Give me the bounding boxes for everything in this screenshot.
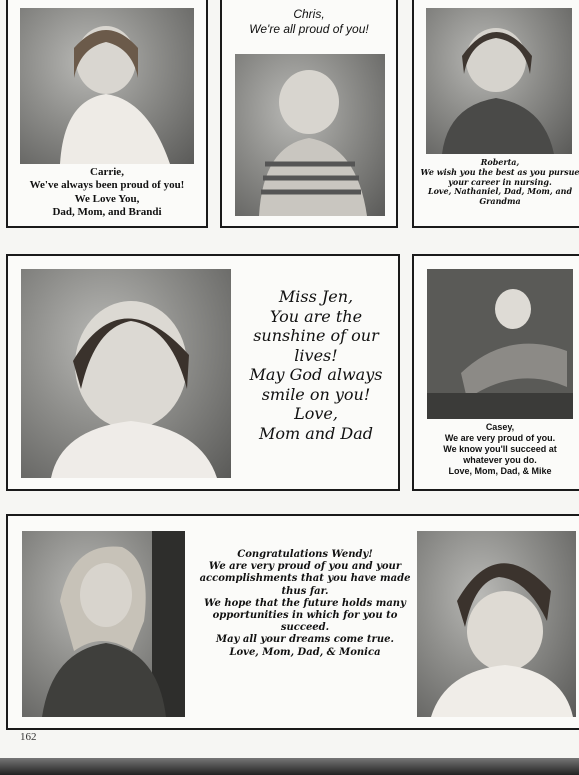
roberta-line-1: Roberta, [480,157,520,167]
jen-line-6: smile on you! [261,384,371,404]
roberta-line-5: Grandma [479,196,521,206]
chris-photo [235,54,385,216]
ad-wendy [6,514,579,730]
roberta-line-4: Love, Nathaniel, Dad, Mom, and [427,186,573,197]
wendy-line-7: Love, Mom, Dad, & Monica [229,646,381,658]
wendy-line-2: We are very proud of you and your [208,561,402,573]
casey-line-3: We know you'll succeed at [443,443,557,454]
roberta-line-3: your career in nursing. [448,176,552,187]
roberta-message [416,158,579,207]
carrie-line-2: We've always been proud of you! [29,179,185,192]
ad-casey [412,254,579,491]
jen-line-5: May God always [249,365,383,385]
ad-chris [220,0,398,228]
jen-line-3: sunshine of our [253,326,379,346]
jen-line-1: Miss Jen, [278,287,354,306]
wendy-baby-photo [417,531,576,717]
jen-line-7: Love, [294,404,338,424]
casey-line-4: whatever you do. [463,454,537,465]
wendy-senior-photo [22,531,185,717]
jen-photo [21,269,231,478]
ad-roberta [412,0,579,228]
wendy-line-3: accomplishments that you have made thus far. [199,573,411,597]
wendy-line-5: opportunities in which for you to succeed. [212,609,398,634]
casey-photo [427,269,573,419]
chris-line-2: We're all proud of you! [249,21,369,36]
chris-message [224,7,394,36]
wendy-line-4: We hope that the future holds many [204,597,406,609]
casey-line-1: Casey, [485,422,515,432]
jen-line-4: lives! [294,345,338,365]
wendy-message [190,549,420,659]
carrie-line-3: We Love You, [74,192,140,205]
jen-message [234,287,398,443]
carrie-message [10,166,204,220]
jen-line-8: Mom and Dad [258,423,374,443]
wendy-line-6: May all your dreams come true. [216,634,394,646]
ad-jen [6,254,400,491]
scan-edge [0,758,579,775]
casey-line-2: We are very proud of you. [444,432,556,443]
chris-line-1: Chris, [293,7,325,21]
jen-line-2: You are the [269,306,363,326]
wendy-line-1: Congratulations Wendy! [237,549,373,560]
roberta-line-2: We wish you the best as you pursue [420,166,579,177]
roberta-photo [426,8,572,154]
carrie-line-1: Carrie, [90,166,124,178]
carrie-line-4: Dad, Mom, and Brandi [52,206,162,219]
page-number: 162 [20,731,37,743]
carrie-photo [20,8,194,164]
ad-carrie [6,0,208,228]
casey-line-5: Love, Mom, Dad, & Mike [448,465,552,476]
casey-message [416,422,579,477]
